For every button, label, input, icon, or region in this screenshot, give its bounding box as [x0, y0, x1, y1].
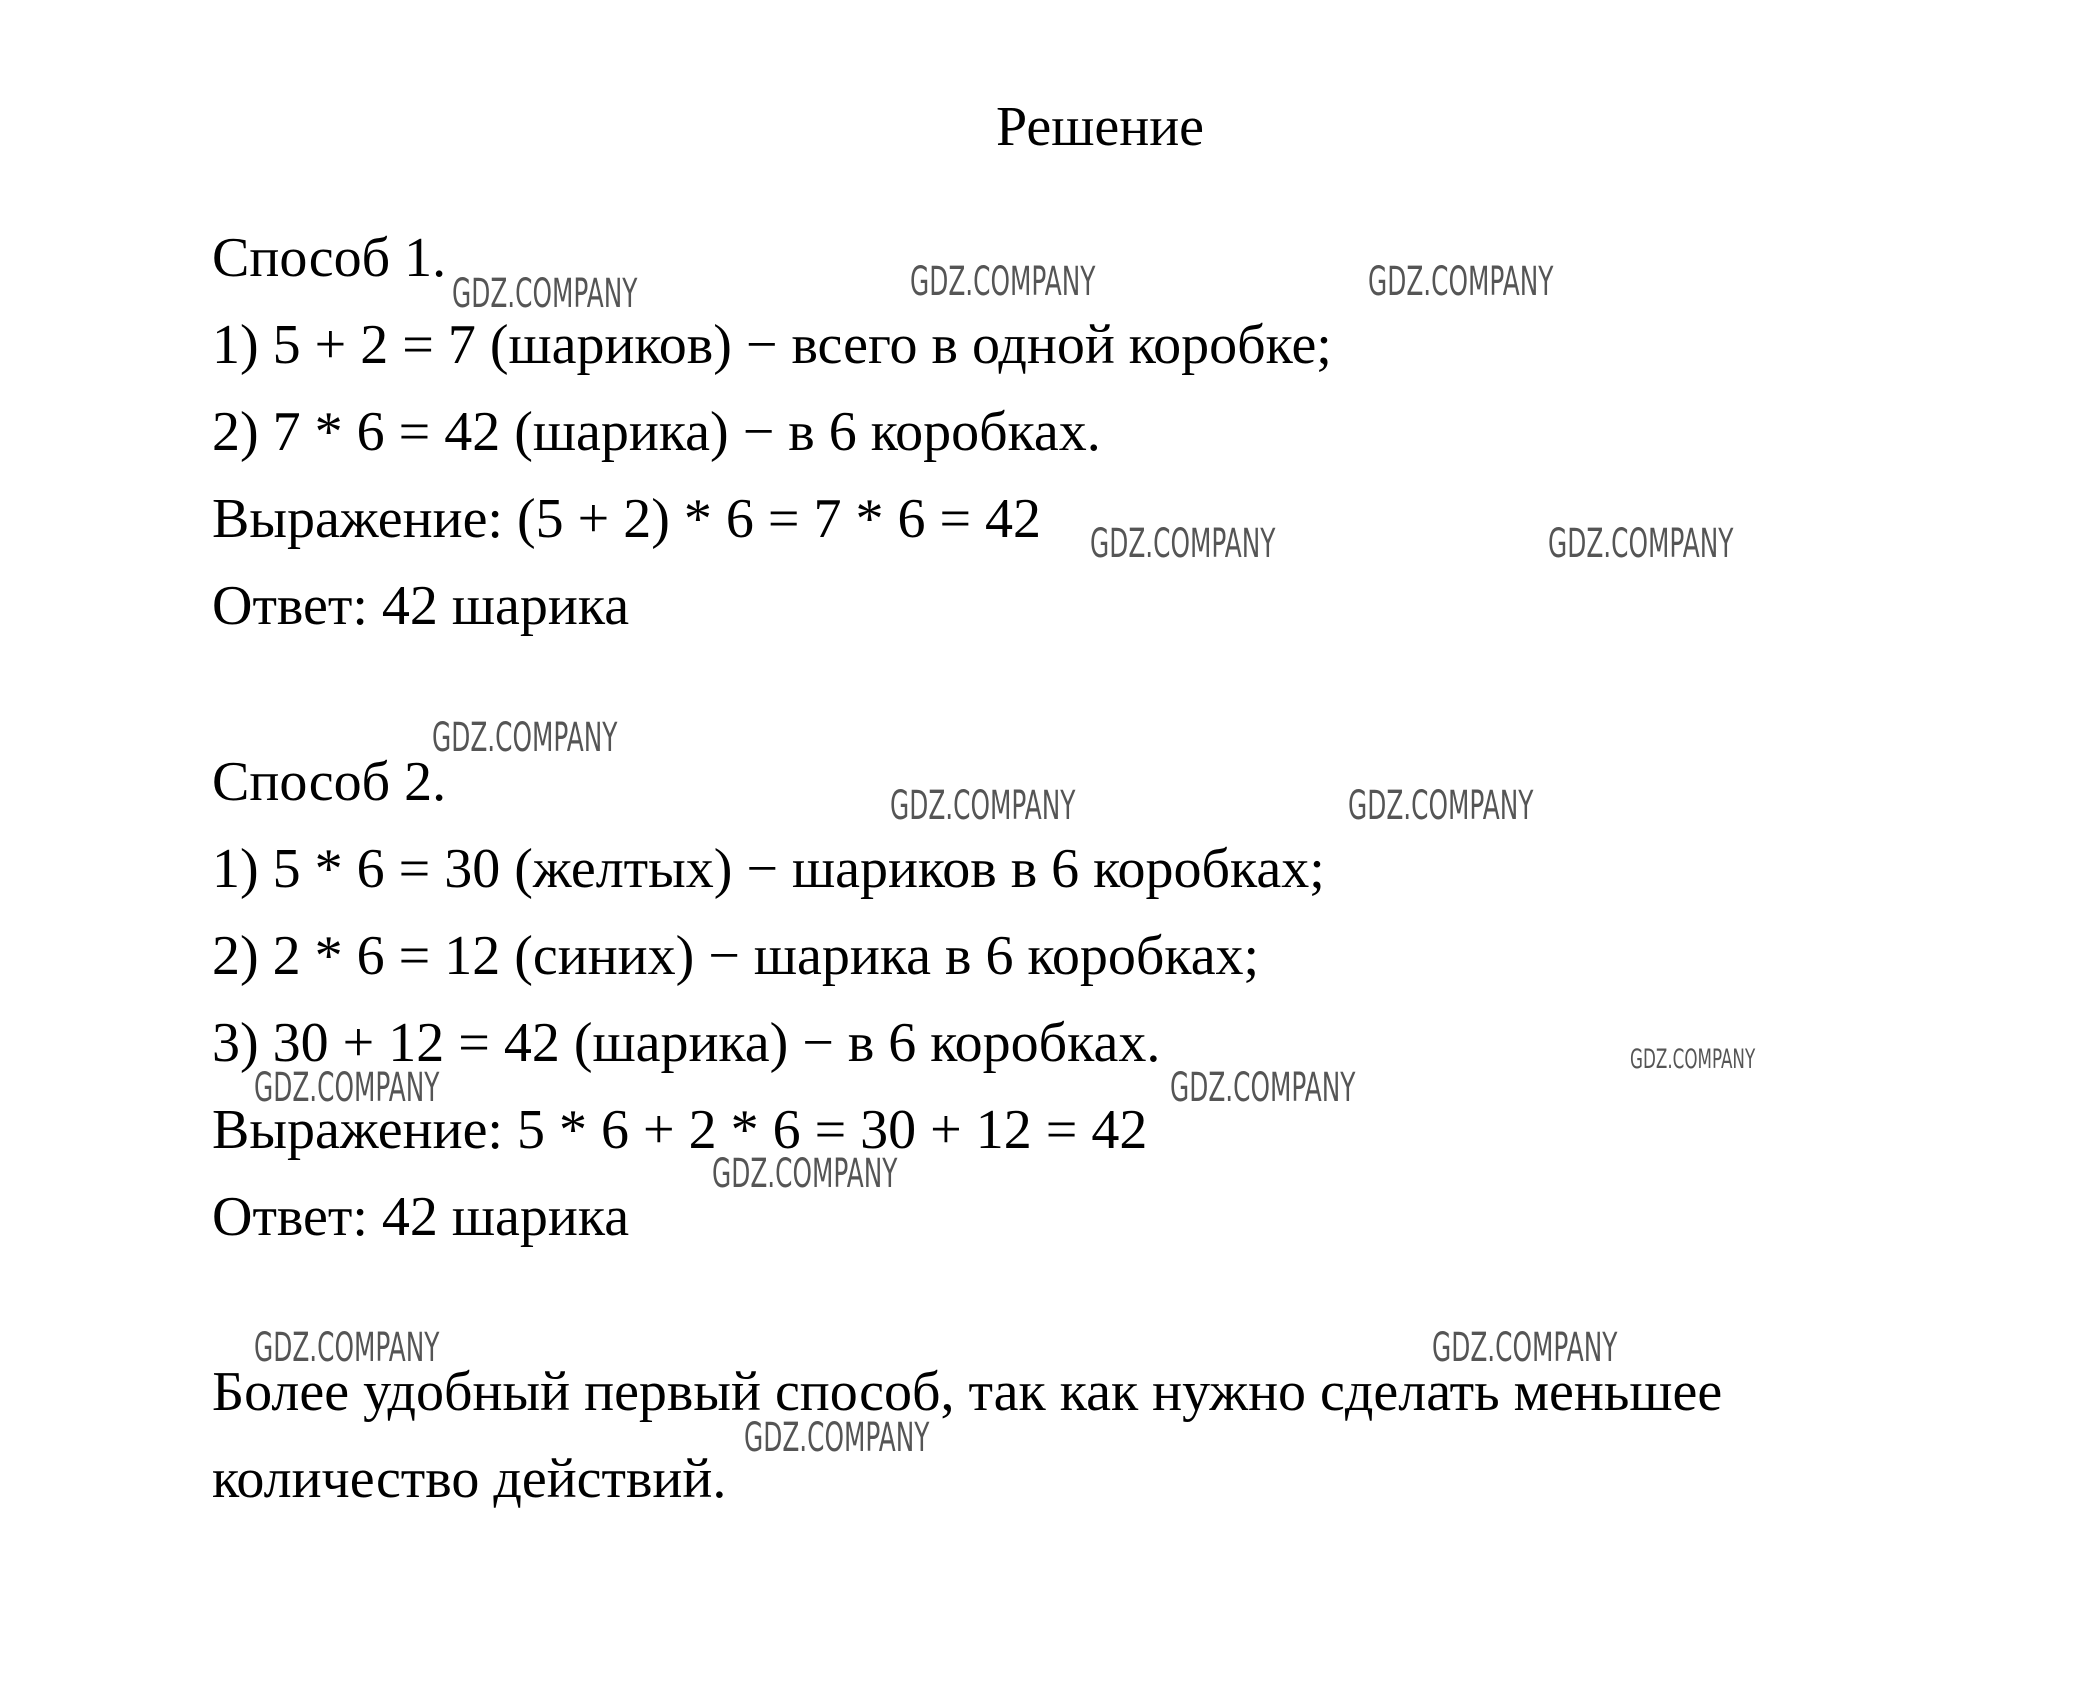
method2-step1: 1) 5 * 6 = 30 (желтых) − шариков в 6 коробках; — [212, 838, 1325, 900]
method2-step2: 2) 2 * 6 = 12 (синих) − шарика в 6 коробках; — [212, 925, 1260, 987]
watermark: GDZ.COMPANY — [744, 1415, 930, 1461]
watermark: GDZ.COMPANY — [254, 1325, 440, 1371]
method2-heading: Способ 2. — [212, 751, 447, 813]
watermark: GDZ.COMPANY — [432, 715, 618, 761]
watermark: GDZ.COMPANY — [1348, 783, 1534, 829]
watermark: GDZ.COMPANY — [1432, 1325, 1618, 1371]
watermark: GDZ.COMPANY — [1548, 521, 1734, 567]
method1-expression: Выражение: (5 + 2) * 6 = 7 * 6 = 42 — [212, 488, 1042, 550]
watermark: GDZ.COMPANY — [1630, 1044, 1756, 1075]
method2-step3: 3) 30 + 12 = 42 (шарика) − в 6 коробках. — [212, 1012, 1161, 1074]
method1-step2: 2) 7 * 6 = 42 (шарика) − в 6 коробках. — [212, 401, 1101, 463]
method1-heading: Способ 1. — [212, 227, 447, 289]
watermark: GDZ.COMPANY — [712, 1151, 898, 1197]
conclusion-line1: Более удобный первый способ, так как нужно сделать меньшее — [212, 1361, 1723, 1423]
page-title: Решение — [995, 96, 1205, 158]
watermark: GDZ.COMPANY — [890, 783, 1076, 829]
watermark: GDZ.COMPANY — [1090, 521, 1276, 567]
watermark: GDZ.COMPANY — [1368, 259, 1554, 305]
watermark: GDZ.COMPANY — [1170, 1065, 1356, 1111]
method2-expression: Выражение: 5 * 6 + 2 * 6 = 30 + 12 = 42 — [212, 1099, 1148, 1161]
method1-answer: Ответ: 42 шарика — [212, 575, 630, 637]
method2-answer: Ответ: 42 шарика — [212, 1186, 630, 1248]
watermark: GDZ.COMPANY — [910, 259, 1096, 305]
method1-step1: 1) 5 + 2 = 7 (шариков) − всего в одной коробке; — [212, 314, 1332, 376]
conclusion-line2: количество действий. — [212, 1448, 727, 1510]
watermark: GDZ.COMPANY — [254, 1065, 440, 1111]
watermark: GDZ.COMPANY — [452, 271, 638, 317]
